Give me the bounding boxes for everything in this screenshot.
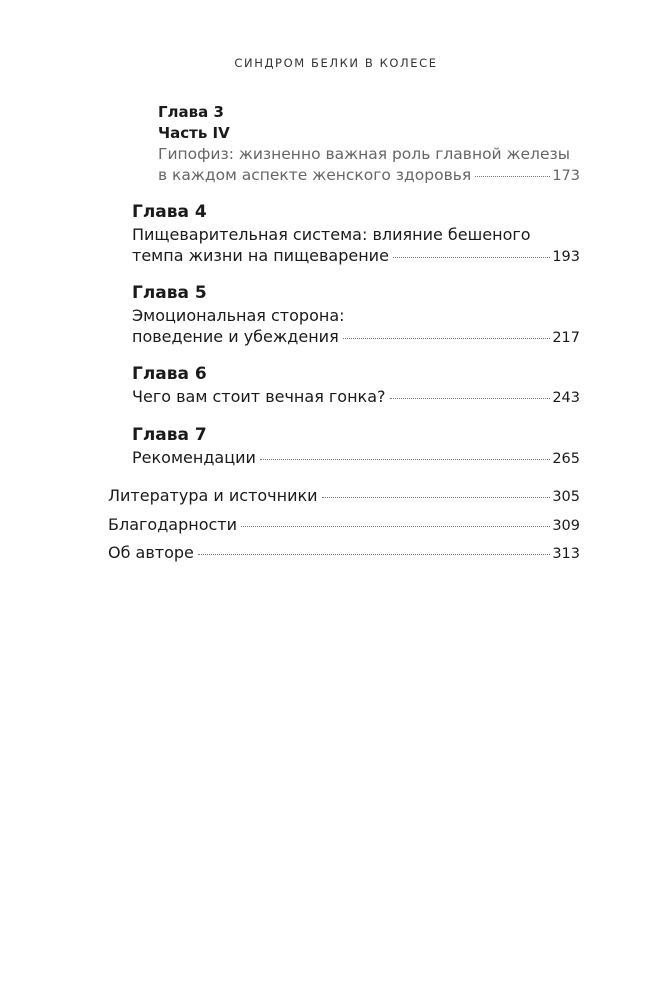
toc-entry-about-author[interactable] — [108, 542, 580, 565]
page-number: 193 — [552, 249, 580, 265]
chapter-title: Рекомендации — [132, 448, 256, 467]
toc-entry-row[interactable] — [132, 245, 580, 268]
dot-leader — [198, 554, 550, 555]
dot-leader — [260, 459, 550, 460]
chapter-title-line1: Пищеварительная система: влияние бешеного — [132, 225, 531, 244]
page-number: 243 — [552, 390, 580, 406]
page-number: 217 — [552, 330, 580, 346]
page-number: 265 — [552, 451, 580, 467]
chapter-label: Глава 6 — [132, 364, 207, 384]
dot-leader — [475, 176, 550, 177]
dot-leader — [393, 257, 550, 258]
dot-leader — [241, 526, 550, 527]
dot-leader — [343, 338, 551, 339]
toc-title-line — [158, 144, 580, 165]
page-number: 309 — [552, 517, 580, 534]
toc-chapter-4 — [132, 201, 580, 268]
entry-title: Об авторе — [108, 543, 194, 562]
page-number: 313 — [552, 546, 580, 562]
toc-title-line — [132, 305, 580, 326]
entry-title: Благодарности — [108, 514, 237, 534]
toc-entry-row[interactable] — [132, 386, 580, 409]
chapter-label: Глава 5 — [132, 283, 207, 303]
toc-title-line — [132, 224, 580, 245]
section-title-line1: Гипофиз: жизненно важная роль главной железы — [158, 145, 570, 163]
toc-entry-row[interactable] — [158, 165, 580, 187]
entry-title: Литература и источники — [108, 486, 318, 505]
chapter-title-line1: Эмоциональная сторона: — [132, 306, 345, 325]
toc-entry-row[interactable] — [132, 326, 580, 349]
page-number: 173 — [552, 168, 580, 184]
chapter-label: Глава 3 — [158, 103, 224, 121]
chapter-label: Глава 4 — [132, 202, 207, 222]
section-title-line2: в каждом аспекте женского здоровья — [158, 166, 472, 184]
chapter-label: Глава 7 — [132, 425, 207, 445]
toc-section-chapter-3-part-4 — [158, 102, 580, 187]
toc-entry-references[interactable] — [108, 485, 580, 508]
chapter-title: Чего вам стоит вечная гонка? — [132, 387, 386, 406]
running-head: СИНДРОМ БЕЛКИ В КОЛЕСЕ — [234, 56, 438, 70]
dot-leader — [322, 497, 551, 498]
toc-chapter-5 — [132, 282, 580, 349]
toc-back-matter — [108, 485, 580, 571]
dot-leader — [390, 398, 551, 399]
toc-chapter-7 — [132, 424, 580, 470]
page-number: 305 — [552, 489, 580, 505]
toc-entry-acknowledgements[interactable] — [108, 514, 580, 537]
chapter-title-line2: поведение и убеждения — [132, 327, 339, 346]
toc-chapter-6 — [132, 363, 580, 409]
chapter-title-line2: темпа жизни на пищеварение — [132, 246, 389, 265]
toc-entry-row[interactable] — [132, 447, 580, 470]
part-label: Часть IV — [158, 124, 230, 142]
